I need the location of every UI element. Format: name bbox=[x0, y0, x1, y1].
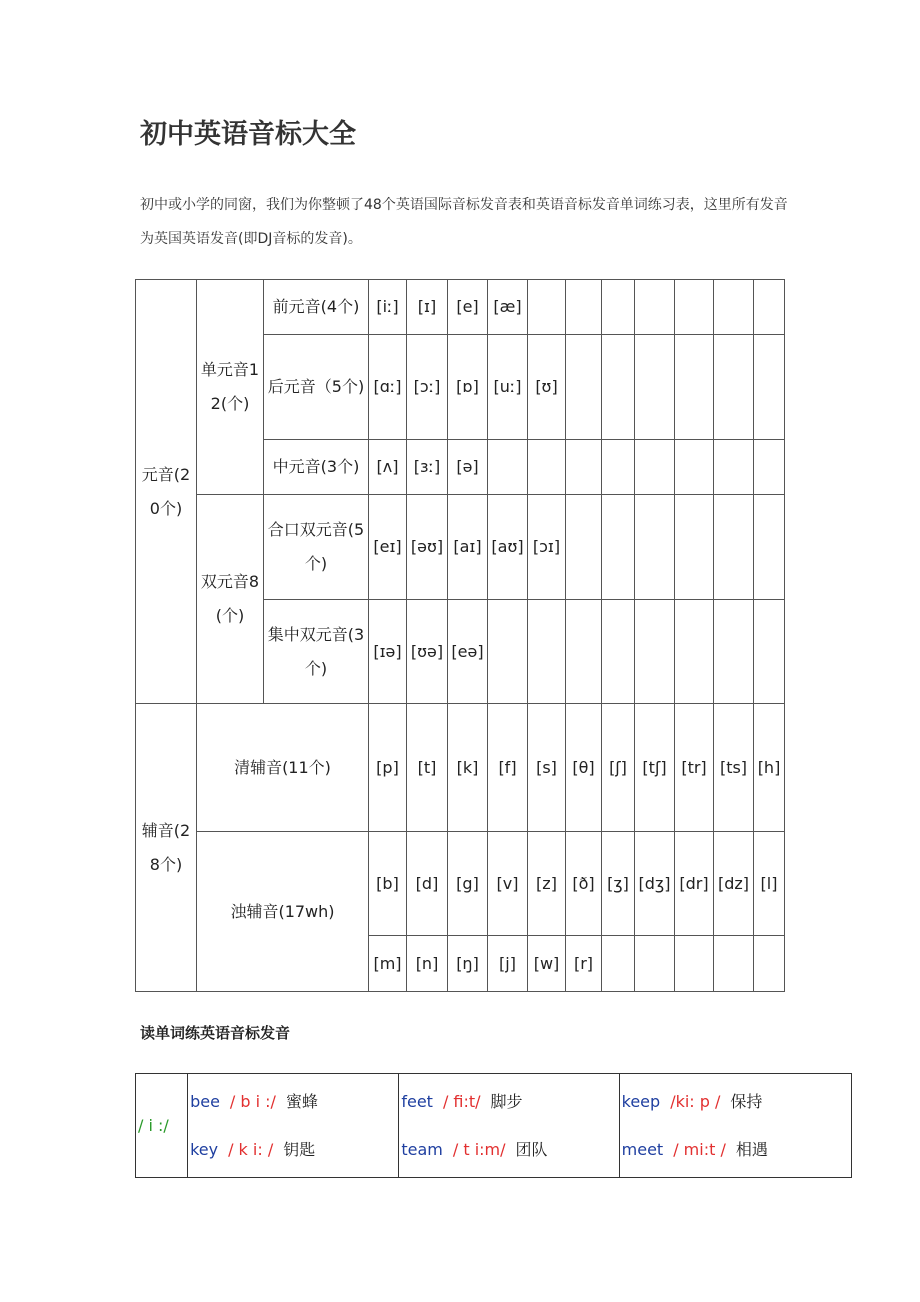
empty-cell bbox=[754, 440, 785, 495]
category-vowels: 元音(20个) bbox=[136, 280, 197, 704]
empty-cell bbox=[754, 335, 785, 440]
row-label: 集中双元音(3个) bbox=[264, 600, 369, 704]
empty-cell bbox=[602, 440, 635, 495]
phonetic-symbol: [ɔː] bbox=[407, 335, 448, 440]
empty-cell bbox=[566, 440, 602, 495]
word-practice-table bbox=[135, 1073, 852, 1178]
phonetic-symbol: [uː] bbox=[488, 335, 528, 440]
phonetic-symbol: [ts] bbox=[714, 704, 754, 832]
word: meet bbox=[621, 1139, 664, 1159]
phonetic-symbol: [ə] bbox=[448, 440, 488, 495]
phonetic-symbol: [eə] bbox=[448, 600, 488, 704]
table-row bbox=[136, 704, 785, 832]
empty-cell bbox=[675, 440, 714, 495]
empty-cell bbox=[488, 600, 528, 704]
phonetic-symbol: [ʃ] bbox=[602, 704, 635, 832]
empty-cell bbox=[635, 600, 675, 704]
meaning: 团队 bbox=[515, 1139, 548, 1159]
phonetic-symbol: [dr] bbox=[675, 832, 714, 936]
empty-cell bbox=[675, 600, 714, 704]
empty-cell bbox=[714, 335, 754, 440]
empty-cell bbox=[675, 495, 714, 600]
empty-cell bbox=[675, 936, 714, 992]
phonetic-symbol: [ɪ] bbox=[407, 280, 448, 335]
empty-cell bbox=[635, 335, 675, 440]
phonetic-symbol: [ɒ] bbox=[448, 335, 488, 440]
phonetic-symbol: [m] bbox=[369, 936, 407, 992]
phonetic: / fi:t/ bbox=[442, 1091, 481, 1111]
empty-cell bbox=[675, 280, 714, 335]
row-label: 合口双元音(5个) bbox=[264, 495, 369, 600]
empty-cell bbox=[528, 600, 566, 704]
phonetic: / t i:m/ bbox=[452, 1139, 506, 1159]
word: bee bbox=[190, 1091, 220, 1111]
word-cell bbox=[188, 1074, 399, 1178]
row-label: 前元音(4个) bbox=[264, 280, 369, 335]
phonetic-symbol: [ɑː] bbox=[369, 335, 407, 440]
page-title: 初中英语音标大全 bbox=[140, 119, 356, 150]
phonetic-symbol: [iː] bbox=[369, 280, 407, 335]
sound-symbol: / i :/ bbox=[138, 1115, 169, 1135]
phonetic-symbol: [ʒ] bbox=[602, 832, 635, 936]
empty-cell bbox=[602, 936, 635, 992]
phonetic-symbol: [aʊ] bbox=[488, 495, 528, 600]
word-cell bbox=[619, 1074, 851, 1178]
empty-cell bbox=[714, 280, 754, 335]
phonetic-symbol: [l] bbox=[754, 832, 785, 936]
meaning: 脚步 bbox=[490, 1091, 523, 1111]
empty-cell bbox=[566, 600, 602, 704]
empty-cell bbox=[714, 936, 754, 992]
sound-cell bbox=[136, 1074, 188, 1178]
empty-cell bbox=[602, 335, 635, 440]
table-row bbox=[136, 280, 785, 335]
practice-heading: 读单词练英语音标发音 bbox=[140, 1024, 291, 1042]
phonetic-symbol: [e] bbox=[448, 280, 488, 335]
phonetic-symbol: [w] bbox=[528, 936, 566, 992]
word: key bbox=[190, 1139, 219, 1159]
row-label: 清辅音(11个) bbox=[197, 704, 369, 832]
empty-cell bbox=[528, 280, 566, 335]
empty-cell bbox=[714, 600, 754, 704]
group-monophthongs: 单元音12(个) bbox=[197, 280, 264, 495]
meaning: 钥匙 bbox=[283, 1139, 316, 1159]
phonetic-symbol: [tr] bbox=[675, 704, 714, 832]
empty-cell bbox=[635, 495, 675, 600]
phonetic-symbol: [tʃ] bbox=[635, 704, 675, 832]
word-cell bbox=[399, 1074, 619, 1178]
table-row bbox=[136, 495, 785, 600]
phonetic-symbol: [ɔɪ] bbox=[528, 495, 566, 600]
category-consonants: 辅音(28个) bbox=[136, 704, 197, 992]
meaning: 相遇 bbox=[735, 1139, 768, 1159]
empty-cell bbox=[488, 440, 528, 495]
empty-cell bbox=[754, 600, 785, 704]
phonetic-symbol: [r] bbox=[566, 936, 602, 992]
phonetic-symbol: [t] bbox=[407, 704, 448, 832]
phonetic-symbol: [eɪ] bbox=[369, 495, 407, 600]
phonetic-symbol: [θ] bbox=[566, 704, 602, 832]
table-row bbox=[136, 832, 785, 936]
phonetic-symbol: [ʌ] bbox=[369, 440, 407, 495]
empty-cell bbox=[754, 936, 785, 992]
phonetic-symbol: [ʊ] bbox=[528, 335, 566, 440]
phonetic-symbol: [v] bbox=[488, 832, 528, 936]
phonetic: / k i: / bbox=[228, 1139, 274, 1159]
phonetic: /ki: p / bbox=[670, 1091, 721, 1111]
phonetic-symbol: [dz] bbox=[714, 832, 754, 936]
row-label: 后元音（5个) bbox=[264, 335, 369, 440]
empty-cell bbox=[602, 495, 635, 600]
phonetic-symbol: [ʊə] bbox=[407, 600, 448, 704]
phonetic-symbol: [aɪ] bbox=[448, 495, 488, 600]
phonetic: / mi:t / bbox=[673, 1139, 726, 1159]
phonetic-symbol: [f] bbox=[488, 704, 528, 832]
row-label: 中元音(3个) bbox=[264, 440, 369, 495]
word: team bbox=[401, 1139, 443, 1159]
meaning: 保持 bbox=[730, 1091, 763, 1111]
empty-cell bbox=[754, 495, 785, 600]
empty-cell bbox=[602, 600, 635, 704]
phonetic-symbol-table bbox=[135, 279, 785, 992]
meaning: 蜜蜂 bbox=[285, 1091, 318, 1111]
phonetic-symbol: [s] bbox=[528, 704, 566, 832]
word: feet bbox=[401, 1091, 433, 1111]
empty-cell bbox=[566, 335, 602, 440]
empty-cell bbox=[754, 280, 785, 335]
phonetic-symbol: [ɜː] bbox=[407, 440, 448, 495]
row-label: 浊辅音(17wh) bbox=[197, 832, 369, 992]
phonetic-symbol: [n] bbox=[407, 936, 448, 992]
empty-cell bbox=[566, 495, 602, 600]
phonetic-symbol: [p] bbox=[369, 704, 407, 832]
phonetic-symbol: [æ] bbox=[488, 280, 528, 335]
phonetic-symbol: [j] bbox=[488, 936, 528, 992]
empty-cell bbox=[635, 280, 675, 335]
phonetic-symbol: [b] bbox=[369, 832, 407, 936]
empty-cell bbox=[602, 280, 635, 335]
empty-cell bbox=[714, 495, 754, 600]
phonetic-symbol: [dʒ] bbox=[635, 832, 675, 936]
phonetic-symbol: [ð] bbox=[566, 832, 602, 936]
phonetic-symbol: [əʊ] bbox=[407, 495, 448, 600]
phonetic-symbol: [d] bbox=[407, 832, 448, 936]
empty-cell bbox=[635, 936, 675, 992]
word: keep bbox=[621, 1091, 661, 1111]
phonetic-symbol: [z] bbox=[528, 832, 566, 936]
empty-cell bbox=[566, 280, 602, 335]
empty-cell bbox=[635, 440, 675, 495]
phonetic-symbol: [ŋ] bbox=[448, 936, 488, 992]
empty-cell bbox=[675, 335, 714, 440]
phonetic-symbol: [k] bbox=[448, 704, 488, 832]
phonetic-symbol: [h] bbox=[754, 704, 785, 832]
phonetic-symbol: [ɪə] bbox=[369, 600, 407, 704]
intro-paragraph: 初中或小学的同窗，我们为你整顿了48个英语国际音标发音表和英语音标发音单词练习表，这里所有发音为英国英语发音(即DJ音标的发音)。 bbox=[140, 197, 788, 247]
empty-cell bbox=[528, 440, 566, 495]
empty-cell bbox=[714, 440, 754, 495]
group-diphthongs: 双元音8(个) bbox=[197, 495, 264, 704]
phonetic: / b i :/ bbox=[229, 1091, 276, 1111]
phonetic-symbol: [g] bbox=[448, 832, 488, 936]
